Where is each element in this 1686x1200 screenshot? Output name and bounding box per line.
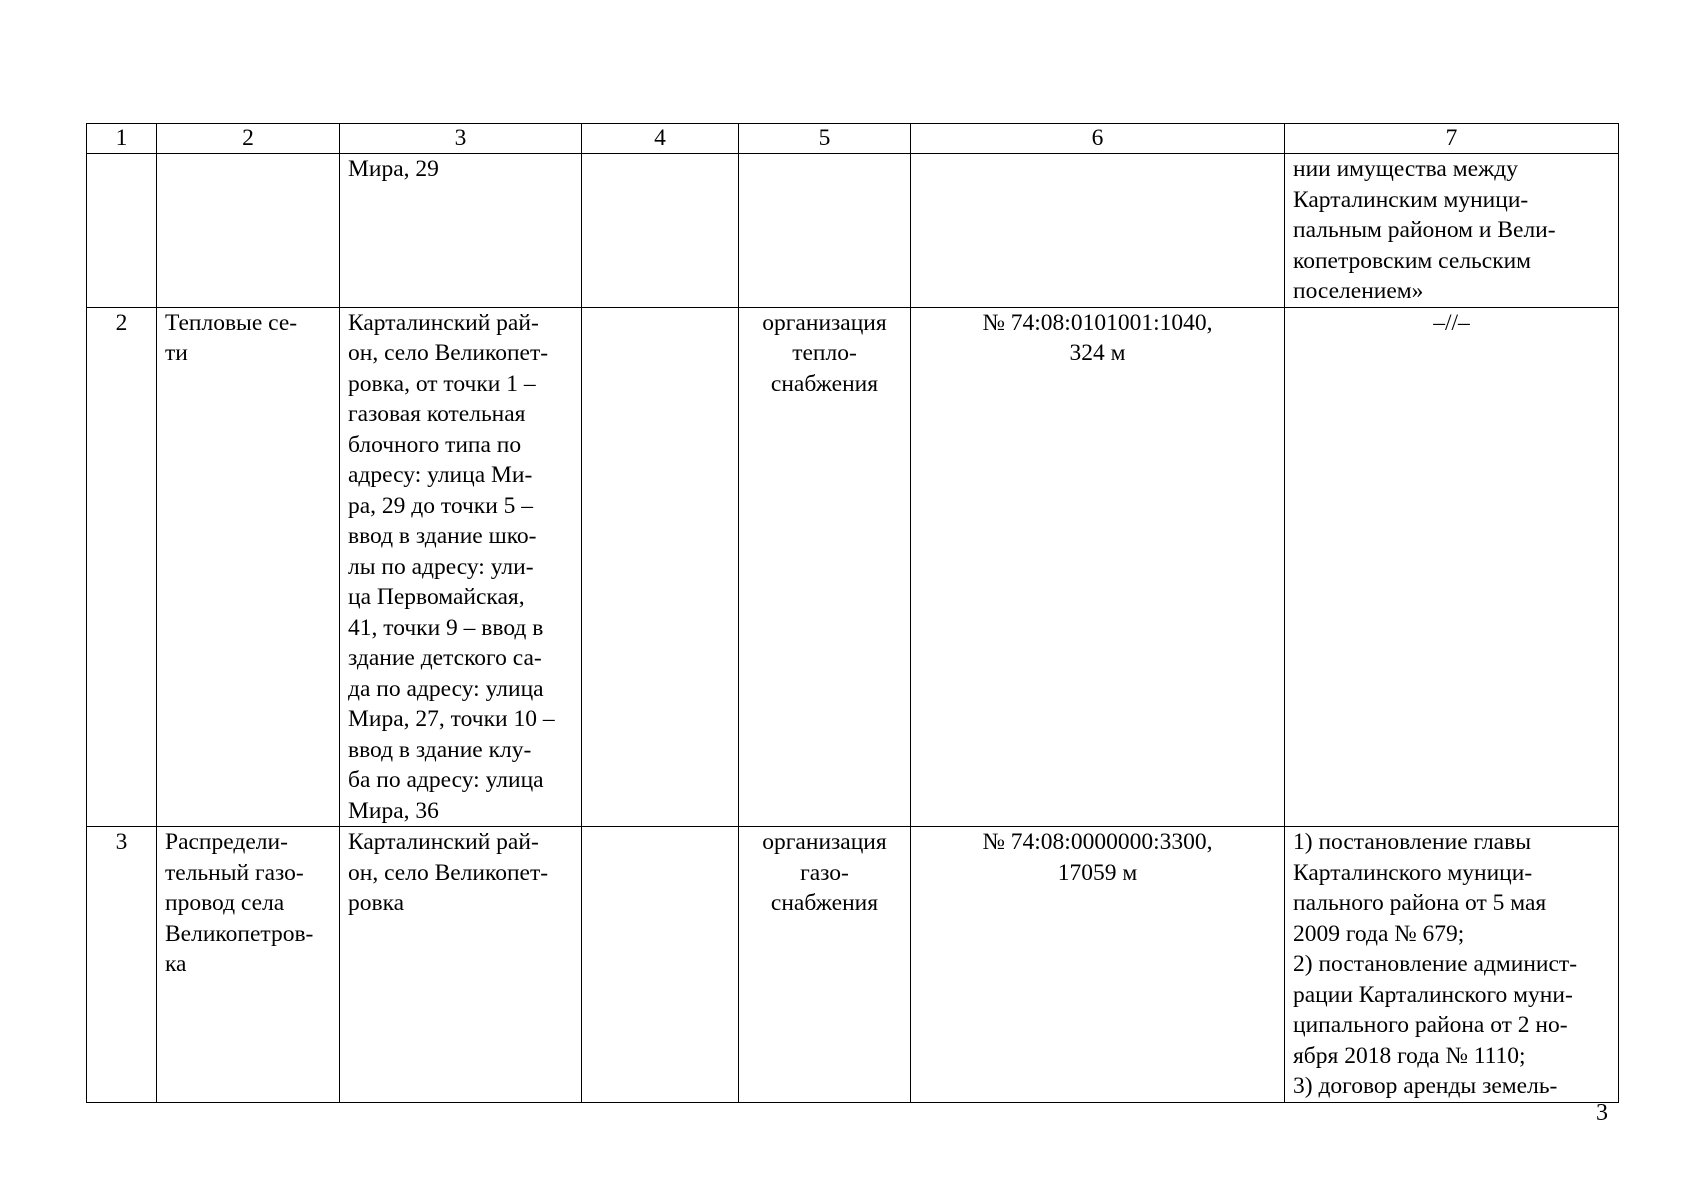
column-4-cell bbox=[582, 827, 739, 1103]
table-row bbox=[87, 827, 1619, 1103]
address-cell: Мира, 29 bbox=[340, 154, 582, 308]
cadastral-number-cell bbox=[911, 154, 1285, 308]
object-name-cell: Распредели- тельный газо- провод села Великопетров- ка bbox=[157, 827, 340, 1103]
table-row bbox=[87, 307, 1619, 827]
column-number-3: 3 bbox=[340, 124, 582, 154]
purpose-cell: организация газо- снабжения bbox=[739, 827, 911, 1103]
address-cell: Карталинский рай- он, село Великопет- ровка bbox=[340, 827, 582, 1103]
object-name-cell bbox=[157, 154, 340, 308]
column-number-7: 7 bbox=[1285, 124, 1619, 154]
column-number-4: 4 bbox=[582, 124, 739, 154]
column-number-5: 5 bbox=[739, 124, 911, 154]
column-4-cell bbox=[582, 154, 739, 308]
column-4-cell bbox=[582, 307, 739, 827]
cadastral-number-cell: № 74:08:0101001:1040, 324 м bbox=[911, 307, 1285, 827]
basis-document-cell: нии имущества между Карталинским муници- пальным районом и Вели- копетровским сельским поселением» bbox=[1285, 154, 1619, 308]
row-number-cell: 2 bbox=[87, 307, 157, 827]
property-register-table bbox=[86, 123, 1619, 1103]
cadastral-number-cell: № 74:08:0000000:3300, 17059 м bbox=[911, 827, 1285, 1103]
object-name-cell: Тепловые се- ти bbox=[157, 307, 340, 827]
page-number: 3 bbox=[1596, 1100, 1608, 1126]
basis-document-cell: 1) постановление главы Карталинского муници- пального района от 5 мая 2009 года № 679; 2) постановление админист- рации Карталинского муни- ципального района от 2 но- ября 2018 года № 1110; 3) договор аренды земель- bbox=[1285, 827, 1619, 1103]
basis-document-cell: –//– bbox=[1285, 307, 1619, 827]
row-number-cell: 3 bbox=[87, 827, 157, 1103]
row-number-cell bbox=[87, 154, 157, 308]
column-number-1: 1 bbox=[87, 124, 157, 154]
column-number-6: 6 bbox=[911, 124, 1285, 154]
address-cell: Карталинский рай- он, село Великопет- ровка, от точки 1 – газовая котельная блочного типа по адресу: улица Ми- ра, 29 до точки 5 – ввод в здание шко- лы по адресу: ули- ца Первомайская, 41, точки 9 – ввод в здание детского са- да по адресу: улица Мира, 27, точки 10 – ввод в здание клу- ба по адресу: улица Мира, 36 bbox=[340, 307, 582, 827]
purpose-cell: организация тепло- снабжения bbox=[739, 307, 911, 827]
column-number-2: 2 bbox=[157, 124, 340, 154]
purpose-cell bbox=[739, 154, 911, 308]
column-number-row bbox=[87, 124, 1619, 154]
table-row bbox=[87, 154, 1619, 308]
